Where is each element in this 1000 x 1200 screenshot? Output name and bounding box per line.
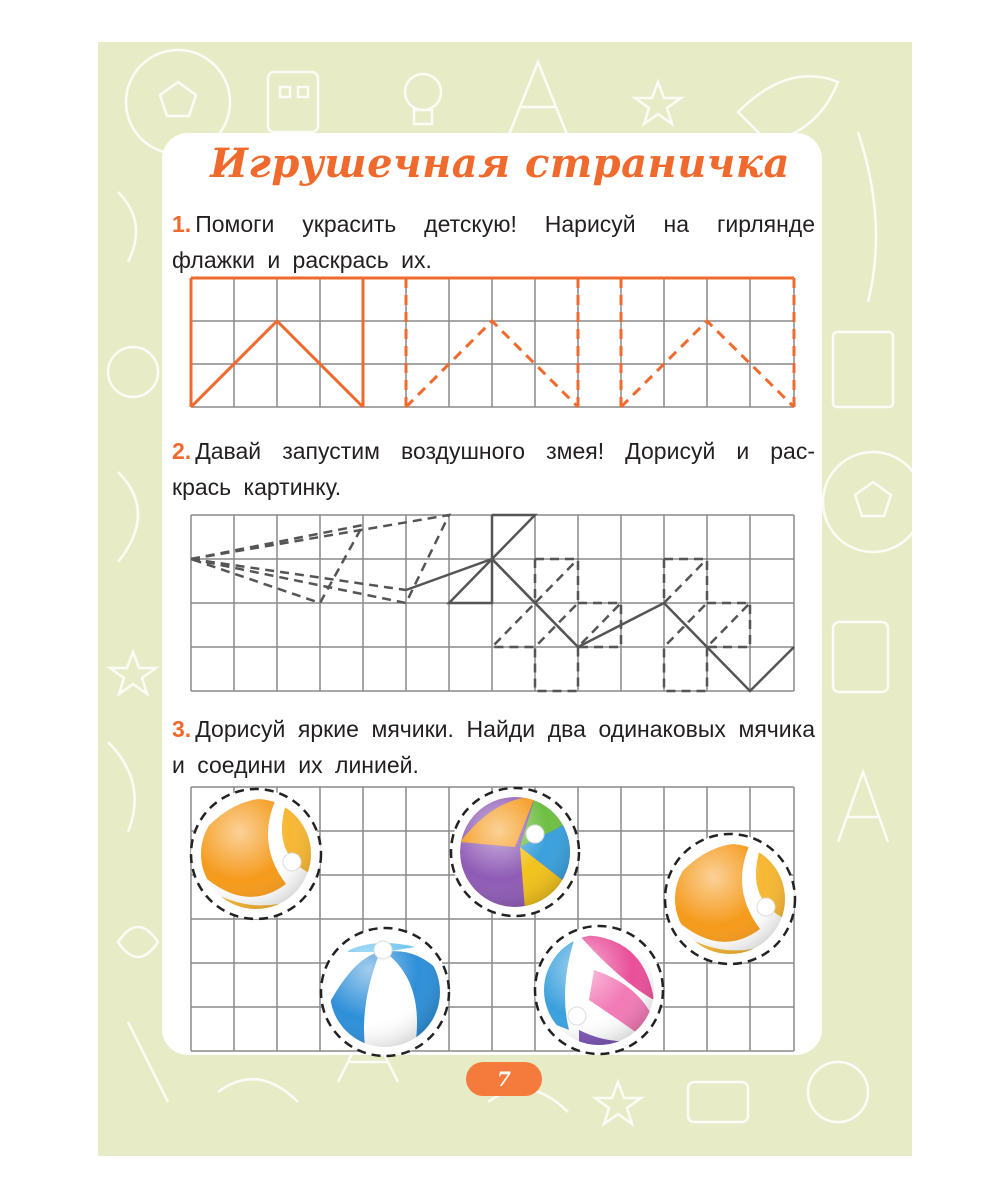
- lightbulb-icon: [405, 74, 441, 110]
- task-3-text: Дорисуй яркие мячики. Найди два одинаковых мячика и соедини их линией.: [172, 716, 815, 778]
- soccer-ball-icon-2: [823, 452, 912, 552]
- task-3: [172, 711, 815, 783]
- task-1-text: Помоги украсить детскую! Нарисуй на гирлянде флажки и раскрась их.: [172, 211, 815, 273]
- ball-multicolor[interactable]: [451, 788, 579, 916]
- balls-grid[interactable]: [185, 782, 800, 1062]
- task-3-number: 3.: [172, 716, 192, 742]
- ball-pink[interactable]: [535, 926, 663, 1054]
- task-2-text: Давай запустим воздушного змея! Дорисуй и рас-крась картинку.: [172, 438, 815, 500]
- task-1: [172, 206, 815, 278]
- book-icon: [833, 332, 893, 407]
- task-2-number: 2.: [172, 438, 192, 464]
- kite-tail: [406, 559, 794, 691]
- garland-grid[interactable]: [185, 272, 800, 417]
- page-title: Игрушечная страничка: [210, 140, 790, 187]
- letter-a-icon: [508, 62, 568, 137]
- ball-blue[interactable]: [321, 928, 449, 1056]
- garland-grid-lines: [191, 278, 794, 407]
- page-number: 7: [466, 1062, 542, 1096]
- robot-icon: [268, 72, 318, 132]
- ball-orange-2[interactable]: [665, 834, 795, 964]
- star-icon: [635, 82, 681, 124]
- task-2: [172, 433, 815, 505]
- ball-orange-1[interactable]: [191, 789, 321, 919]
- kite-grid[interactable]: [185, 510, 800, 695]
- task-1-number: 1.: [172, 211, 192, 237]
